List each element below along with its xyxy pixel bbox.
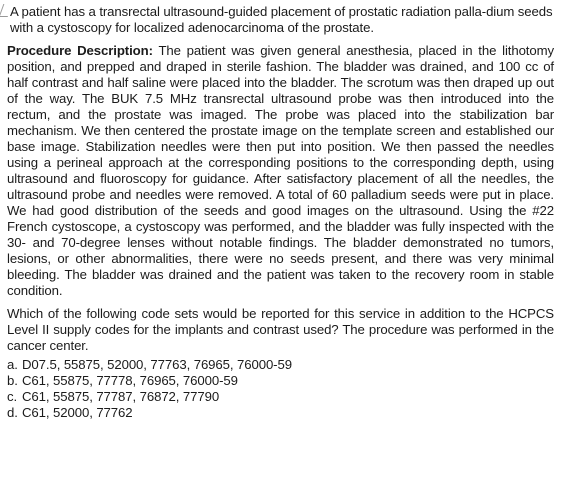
procedure-description-text: The patient was given general anesthesia, placed in the lithotomy position, and prepped and draped in sterile fashion. The bladder was drained, and 100 cc of half contrast and half saline were placed into the bladder. The scrotum was then draped up out of the way. The BUK 7.5 MHz transrectal ultrasound probe was then introduced into the rectum, and the prostate was imaged. The probe was placed into the stabilization bar mechanism. We then centered the prostate image on the template screen and established our base image. Stabilization needles were then put into position. We then passed the needles using a perineal approach at the corresponding positions to the corresponding depth, using ultrasound and fluoroscopy for guidance. After satisfactory placement of all the needles, the ultrasound probe and needles were removed. A total of 60 palladium seeds were put in place. We had good distribution of the seeds and good images on the ultrasound. Using the #22 French cystoscope, a cystoscopy was performed, and the bladder was fully inspected with the 30- and 70-degree lenses without notable findings. The bladder demonstrated no tumors, lesions, or other abnormalities, there were no seeds present, and there was very minimal bleeding. The bladder was drained and the patient was taken to the recovery room in stable condition.	[7, 43, 554, 298]
answer-options	[7, 357, 554, 421]
answer-option-b[interactable]	[7, 373, 554, 389]
case-intro-text: A patient has a transrectal ultrasound-guided placement of prostatic radiation palla-dium seeds with a cystoscopy for localized adenocarcinoma of the prostate.	[10, 4, 553, 35]
procedure-description-label: Procedure Description:	[7, 43, 153, 58]
question-text: Which of the following code sets would be reported for this service in addition to the HCPCS Level II supply codes for the implants and contrast used? The procedure was performed in the cancer center.	[7, 306, 554, 353]
answer-option-c[interactable]	[7, 389, 554, 405]
answer-option-d[interactable]	[7, 405, 554, 421]
option-text: C61, 52000, 77762	[22, 405, 133, 420]
option-letter: a.	[7, 357, 18, 372]
procedure-description	[7, 43, 554, 299]
option-text: D07.5, 55875, 52000, 77763, 76965, 76000-59	[22, 357, 292, 372]
document-page	[7, 4, 554, 421]
option-text: C61, 55875, 77787, 76872, 77790	[22, 389, 220, 404]
option-letter: c.	[7, 389, 18, 404]
case-intro	[7, 4, 554, 36]
answer-option-a[interactable]	[7, 357, 554, 373]
option-letter: d.	[7, 405, 18, 420]
option-text: C61, 55875, 77778, 76965, 76000-59	[22, 373, 238, 388]
option-letter: b.	[7, 373, 18, 388]
